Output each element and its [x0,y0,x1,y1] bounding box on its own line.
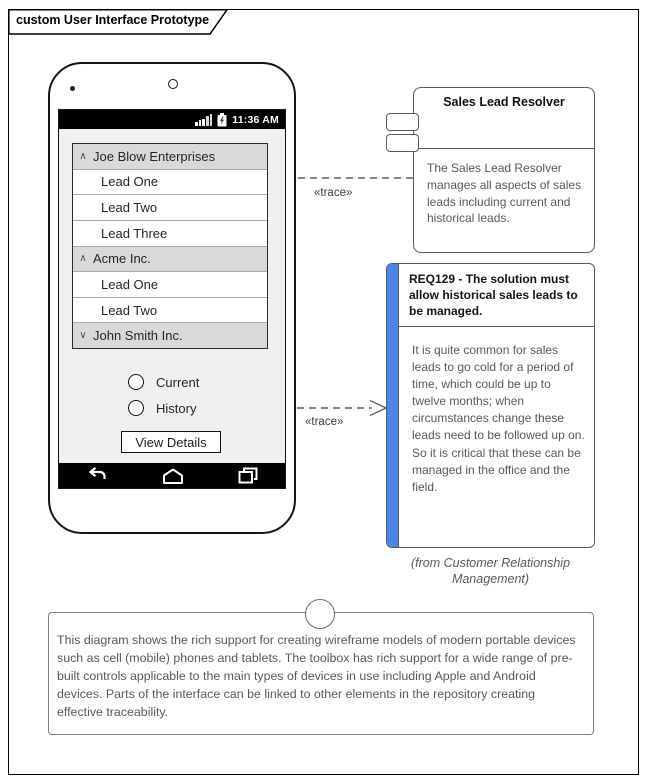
component-title: Sales Lead Resolver [414,88,594,149]
battery-charging-icon [217,113,227,127]
list-item[interactable] [73,195,267,221]
leads-list [72,143,268,349]
component-description: The Sales Lead Resolver manages all aspects of sales leads including current and historical leads. [427,161,582,226]
list-group-label: Acme Inc. [93,251,151,267]
note-text: This diagram shows the rich support for creating wireframe models of modern portable devices such as cell (mobile) phones and tablets. The toolbox has rich support for a wide range of pre-built controls applicable to the main types of devices in use including Apple and Android devices. Parts of the interface can be linked to other elements in the repository creating effective traceability. [57,633,576,719]
collapse-caret-icon: ∧ [79,253,87,265]
phone-wireframe[interactable] [48,62,296,534]
recents-icon[interactable] [238,467,258,484]
expand-caret-icon: ∨ [79,330,87,342]
list-group-row[interactable] [73,323,267,348]
list-group-label: Joe Blow Enterprises [93,148,216,164]
trace-stereotype-label-2: «trace» [305,416,344,428]
back-icon[interactable] [85,467,107,484]
radio-circle-icon[interactable] [128,374,144,390]
radio-circle-icon[interactable] [128,400,144,416]
radio-current[interactable] [128,371,199,393]
radio-current-label: Current [156,374,200,390]
collapse-caret-icon: ∧ [79,150,87,162]
view-details-button[interactable]: View Details [121,431,221,453]
diagram-title: custom User Interface Prototype [16,13,210,27]
list-group-row[interactable] [73,144,267,170]
requirement-description: It is quite common for sales leads to go cold for a period of time, which could be up to twelve months; when circumstances change these leads need to be followed up on. So it is critical that these can be managed in the office and the field. [412,342,585,494]
requirement-from-package-label: (from Customer Relationship Management) [410,556,571,587]
list-item[interactable] [73,272,267,298]
requirement-title: REQ129 - The solution must allow historical sales leads to be managed. [399,264,594,327]
camera-icon [70,86,75,91]
note-text-layer [48,612,594,735]
status-bar [59,110,285,129]
list-item[interactable] [73,298,267,324]
list-item[interactable] [73,170,267,196]
list-group-label: John Smith Inc. [93,328,183,344]
list-item[interactable] [73,221,267,247]
list-item-label: Lead Two [101,200,158,216]
trace-stereotype-label-1: «trace» [314,187,353,199]
list-group-row[interactable] [73,247,267,273]
android-nav-bar [59,463,285,488]
list-item-label: Lead One [101,276,159,292]
speaker-icon [168,79,178,89]
list-item-label: Lead Three [101,225,168,241]
clock-text: 11:36 AM [232,113,279,126]
list-item-label: Lead Two [101,302,158,318]
radio-history[interactable] [128,397,196,419]
radio-history-label: History [156,400,197,416]
home-icon[interactable] [161,468,185,484]
list-item-label: Lead One [101,174,159,190]
component-port-icon [386,134,419,152]
requirement-req129[interactable] [386,263,595,548]
requirement-accent-bar [387,264,399,547]
phone-screen [58,109,286,489]
component-port-icon [386,113,419,131]
component-sales-lead-resolver[interactable] [413,87,595,253]
signal-bars-icon [195,114,212,126]
